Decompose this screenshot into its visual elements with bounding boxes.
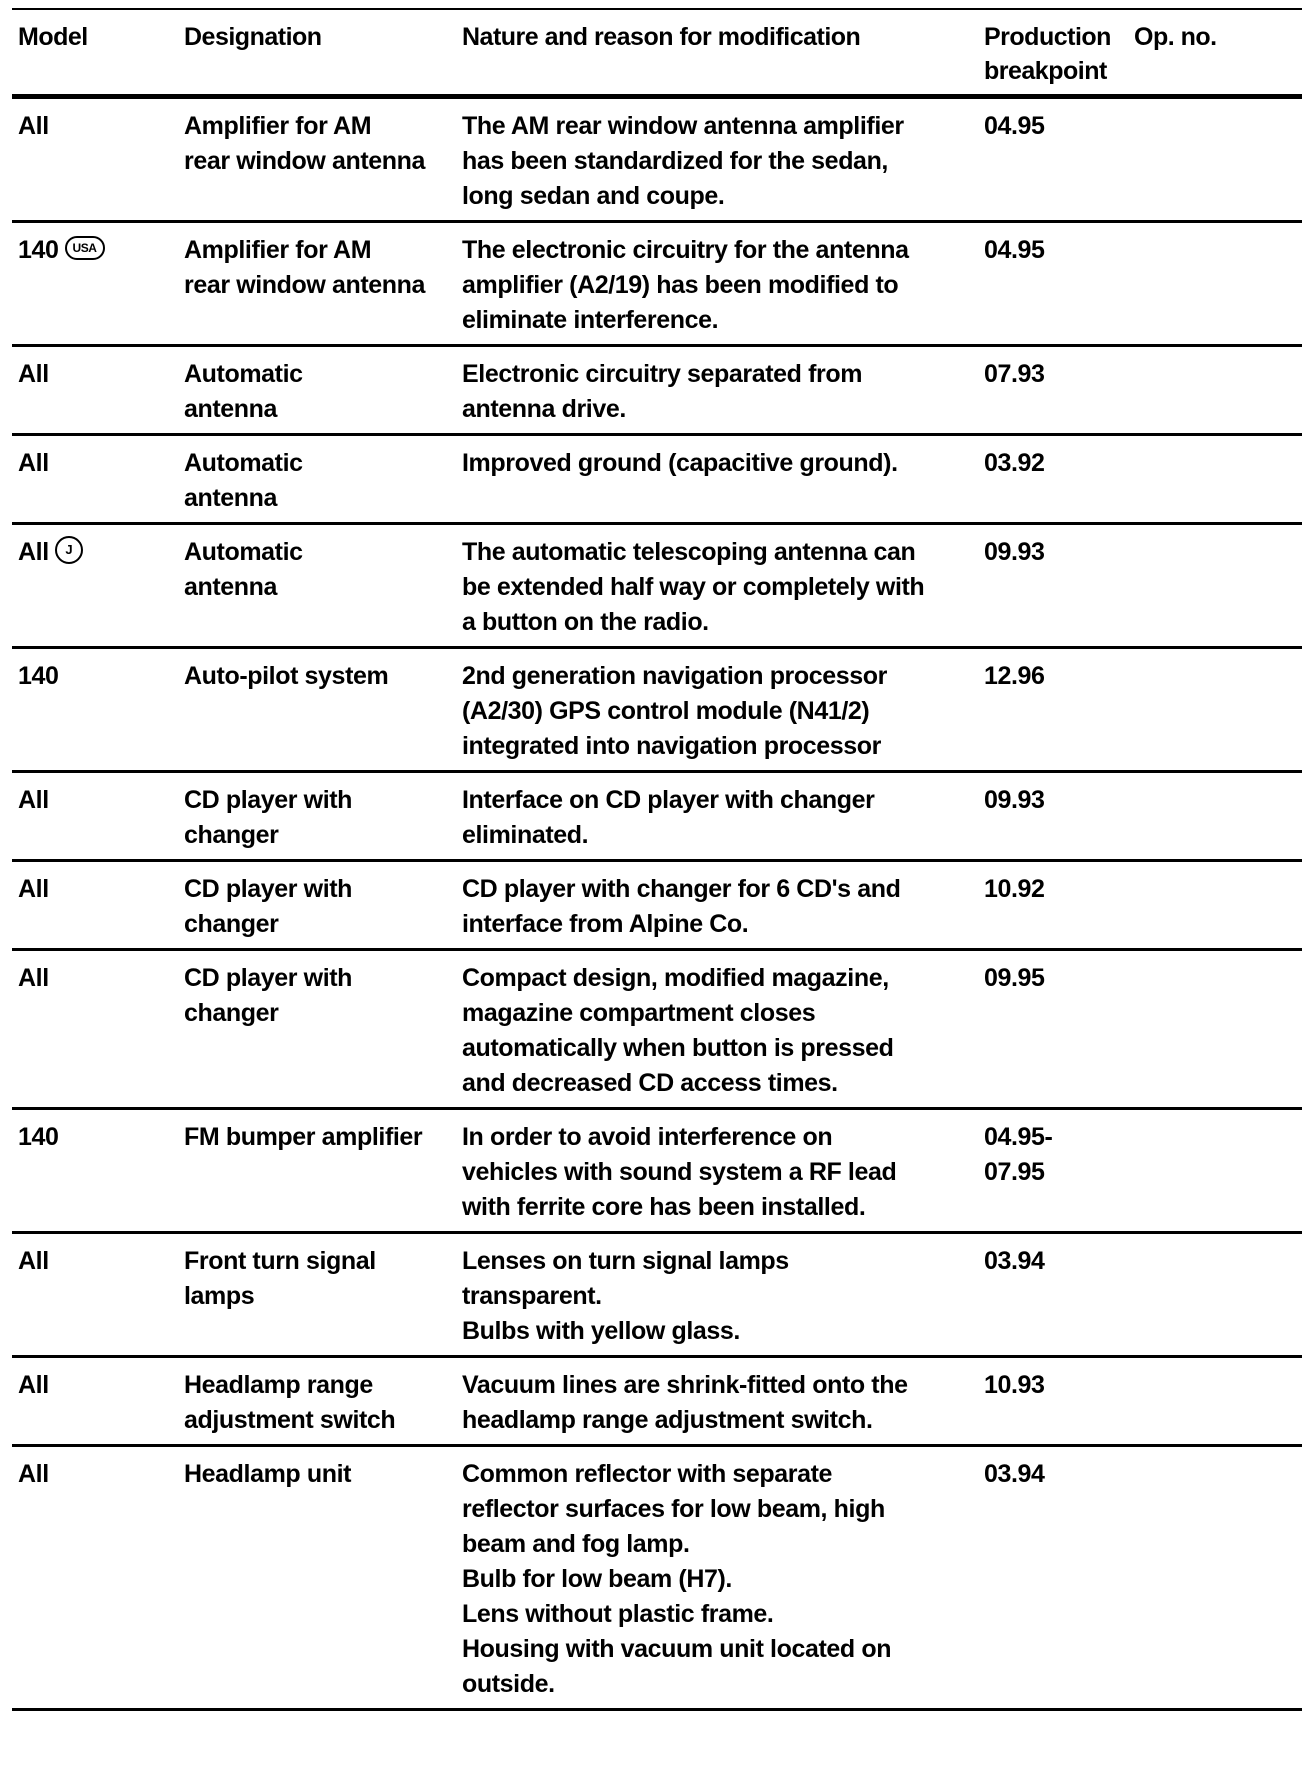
cell-nature: Common reflector with separate reflector surfaces for low beam, high beam and fog lamp. Bulb for low beam (H7). Lens without plastic frame. Housing with vacuum unit located on outside.	[462, 1460, 892, 1698]
header-production: Production breakpoint	[984, 23, 1111, 85]
usa-market-icon: USA	[65, 236, 105, 260]
cell-nature: Lenses on turn signal lamps transparent. Bulbs with yellow glass.	[462, 1247, 789, 1345]
japan-market-icon: J	[55, 536, 83, 564]
cell-nature: Vacuum lines are shrink-fitted onto the headlamp range adjustment switch.	[462, 1371, 908, 1434]
model-value: 140	[18, 1123, 59, 1151]
model-value: All	[18, 360, 49, 388]
cell-op-no	[1128, 346, 1302, 435]
header-row	[12, 9, 1302, 97]
cell-designation: Front turn signal lamps	[184, 1247, 376, 1310]
model-value: All	[18, 964, 49, 992]
model-value: 140	[18, 236, 59, 264]
model-value: All	[18, 112, 49, 140]
table-row	[12, 648, 1302, 772]
cell-designation: Automatic antenna	[184, 538, 303, 601]
cell-production: 09.95	[984, 964, 1045, 992]
cell-designation: Headlamp range adjustment switch	[184, 1371, 396, 1434]
cell-nature: Compact design, modified magazine, magazine compartment closes automatically when button is pressed and decreased CD access times.	[462, 964, 894, 1097]
table-row	[12, 222, 1302, 346]
model-value: All	[18, 1460, 49, 1488]
cell-designation: Auto-pilot system	[184, 662, 389, 690]
cell-nature: Improved ground (capacitive ground).	[462, 449, 898, 477]
cell-model	[12, 950, 178, 1109]
cell-designation: CD player with changer	[184, 786, 353, 849]
cell-nature: The automatic telescoping antenna can be extended half way or completely with a button on the radio.	[462, 538, 925, 636]
cell-op-no	[1128, 950, 1302, 1109]
cell-op-no	[1128, 97, 1302, 222]
cell-nature: In order to avoid interference on vehicles with sound system a RF lead with ferrite core has been installed.	[462, 1123, 897, 1221]
cell-production: 12.96	[984, 662, 1045, 690]
cell-model	[12, 524, 178, 648]
cell-model	[12, 1233, 178, 1357]
table-row	[12, 861, 1302, 950]
cell-designation: Amplifier for AM rear window antenna	[184, 236, 426, 299]
cell-nature: CD player with changer for 6 CD's and interface from Alpine Co.	[462, 875, 901, 938]
cell-op-no	[1128, 435, 1302, 524]
header-op-no: Op. no.	[1134, 23, 1217, 51]
table-body	[12, 97, 1302, 1710]
cell-model	[12, 648, 178, 772]
cell-op-no	[1128, 1446, 1302, 1710]
cell-production: 03.94	[984, 1460, 1045, 1488]
modification-table	[12, 8, 1302, 1711]
cell-nature: The electronic circuitry for the antenna amplifier (A2/19) has been modified to eliminate interference.	[462, 236, 909, 334]
table-row	[12, 97, 1302, 222]
model-value: All	[18, 786, 49, 814]
table-row	[12, 772, 1302, 861]
cell-production: 09.93	[984, 786, 1045, 814]
cell-production: 03.92	[984, 449, 1045, 477]
cell-op-no	[1128, 648, 1302, 772]
cell-op-no	[1128, 772, 1302, 861]
cell-nature: Interface on CD player with changer eliminated.	[462, 786, 875, 849]
cell-production: 04.95	[984, 236, 1045, 264]
cell-model	[12, 1357, 178, 1446]
cell-nature: 2nd generation navigation processor (A2/30) GPS control module (N41/2) integrated into navigation processor	[462, 662, 887, 760]
header-nature: Nature and reason for modification	[462, 23, 861, 51]
cell-model	[12, 97, 178, 222]
model-value: All	[18, 449, 49, 477]
table-row	[12, 1357, 1302, 1446]
cell-production: 04.95	[984, 112, 1045, 140]
cell-model	[12, 772, 178, 861]
cell-nature: The AM rear window antenna amplifier has been standardized for the sedan, long sedan and coupe.	[462, 112, 904, 210]
cell-model	[12, 861, 178, 950]
cell-production: 07.93	[984, 360, 1045, 388]
table-row	[12, 1233, 1302, 1357]
cell-model	[12, 222, 178, 346]
cell-op-no	[1128, 861, 1302, 950]
cell-model	[12, 435, 178, 524]
table-row	[12, 1109, 1302, 1233]
header-model: Model	[18, 23, 88, 51]
cell-designation: FM bumper amplifier	[184, 1123, 423, 1151]
table-row	[12, 950, 1302, 1109]
table-header	[12, 9, 1302, 97]
model-value: 140	[18, 662, 59, 690]
cell-nature: Electronic circuitry separated from antenna drive.	[462, 360, 863, 423]
table-row	[12, 1446, 1302, 1710]
cell-model	[12, 1109, 178, 1233]
model-value: All	[18, 1371, 49, 1399]
model-value: All	[18, 875, 49, 903]
cell-designation: Automatic antenna	[184, 360, 303, 423]
cell-production: 09.93	[984, 538, 1045, 566]
cell-designation: CD player with changer	[184, 964, 353, 1027]
cell-op-no	[1128, 1109, 1302, 1233]
cell-designation: Amplifier for AM rear window antenna	[184, 112, 426, 175]
cell-production: 04.95- 07.95	[984, 1123, 1053, 1186]
cell-op-no	[1128, 1357, 1302, 1446]
cell-op-no	[1128, 524, 1302, 648]
cell-model	[12, 1446, 178, 1710]
table-row	[12, 346, 1302, 435]
cell-designation: CD player with changer	[184, 875, 353, 938]
table-row	[12, 524, 1302, 648]
cell-model	[12, 346, 178, 435]
cell-op-no	[1128, 222, 1302, 346]
cell-production: 10.92	[984, 875, 1045, 903]
model-value: All	[18, 1247, 49, 1275]
cell-production: 03.94	[984, 1247, 1045, 1275]
cell-designation: Headlamp unit	[184, 1460, 352, 1488]
model-value: All	[18, 538, 49, 566]
cell-op-no	[1128, 1233, 1302, 1357]
header-designation: Designation	[184, 23, 322, 51]
cell-production: 10.93	[984, 1371, 1045, 1399]
cell-designation: Automatic antenna	[184, 449, 303, 512]
table-row	[12, 435, 1302, 524]
